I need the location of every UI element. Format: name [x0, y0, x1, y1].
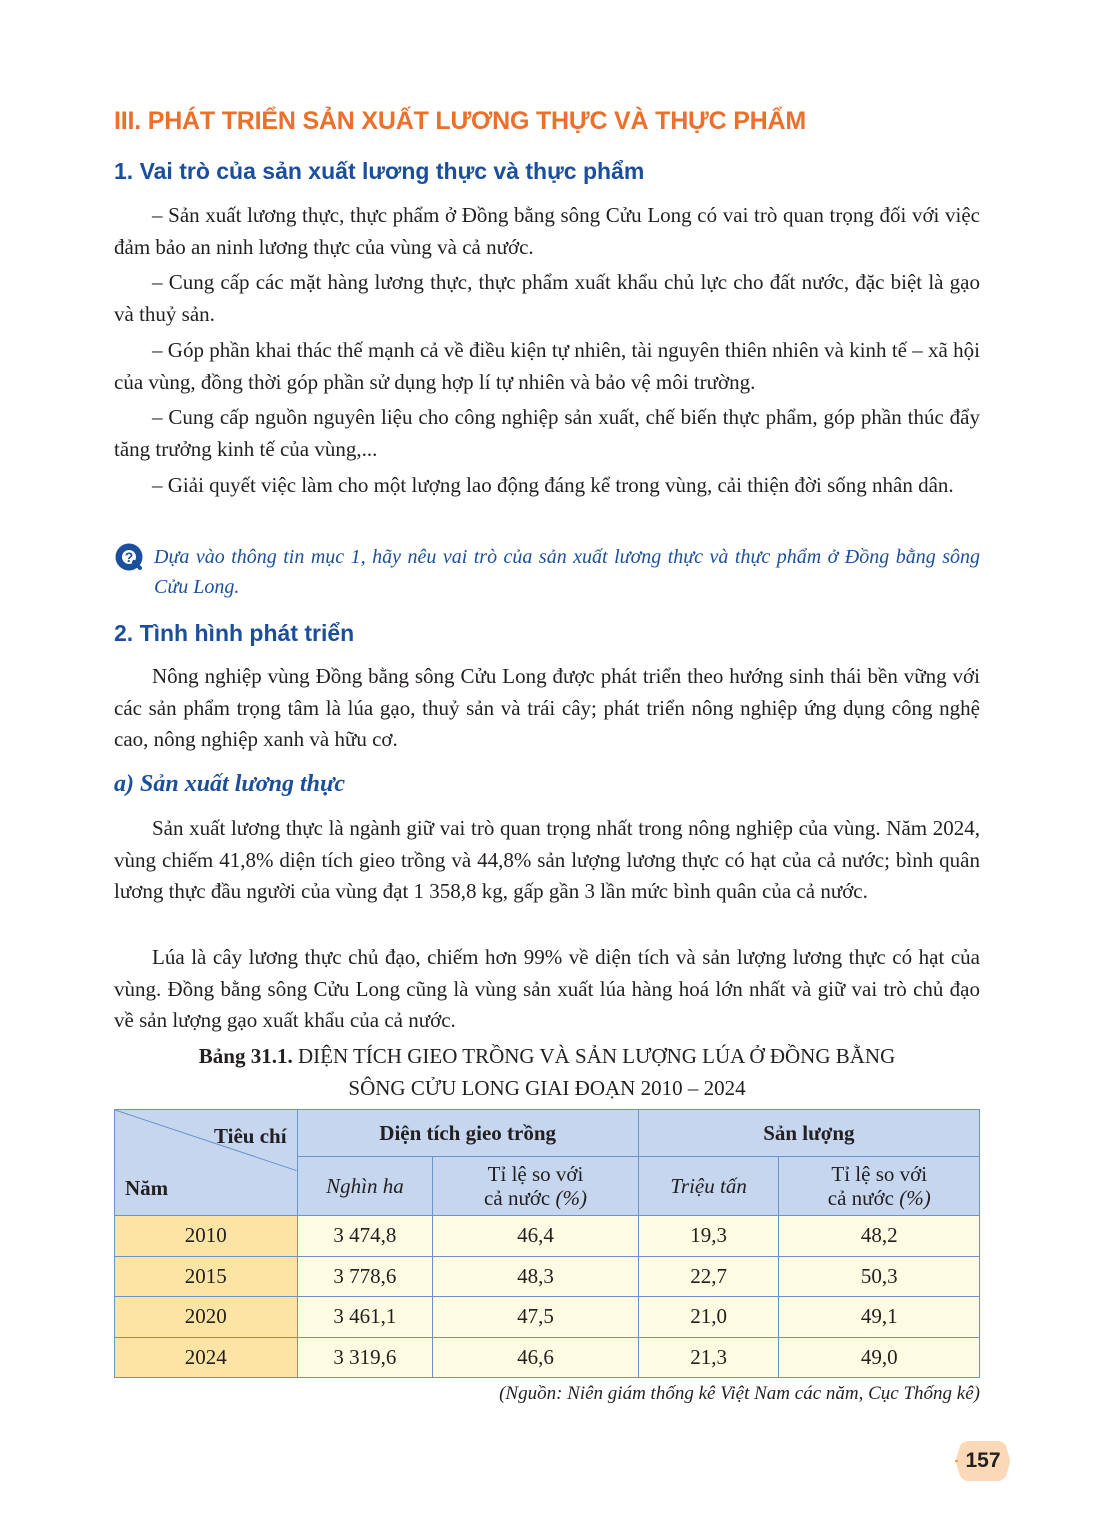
- production-cell: 22,7: [638, 1256, 779, 1297]
- role-paragraph-3: – Góp phần khai thác thế mạnh cả về điều kiện tự nhiên, tài nguyên thiên nhiên và kinh tế – xã hội của vùng, đồng thời góp phần sử dụng hợp lí tự nhiên và bảo vệ môi trường.: [114, 338, 980, 394]
- header-production-ratio-line1: Tỉ lệ so với: [831, 1162, 928, 1186]
- role-paragraph-1: – Sản xuất lương thực, thực phẩm ở Đồng bằng sông Cửu Long có vai trò quan trọng đối với việc đảm bảo an ninh lương thực của vùng và cả nước.: [114, 203, 980, 259]
- question-text: Dựa vào thông tin mục 1, hãy nêu vai trò của sản xuất lương thực và thực phẩm ở Đồng bằng sông Cửu Long.: [154, 546, 980, 598]
- svg-text:?: ?: [124, 549, 134, 565]
- header-area-ratio-line2: cả nước (%): [484, 1186, 587, 1210]
- rice-data-table: [114, 1109, 980, 1378]
- table-caption-title-line2: SÔNG CỬU LONG GIAI ĐOẠN 2010 – 2024: [348, 1076, 746, 1100]
- header-production-unit: Triệu tấn: [638, 1157, 779, 1216]
- header-area-ratio: [433, 1157, 638, 1216]
- table-caption-label: Bảng 31.1.: [198, 1044, 293, 1068]
- year-cell: 2020: [115, 1297, 298, 1338]
- table-row: [115, 1297, 980, 1338]
- table-row: [115, 1256, 980, 1297]
- role-paragraph-2: – Cung cấp các mặt hàng lương thực, thực phẩm xuất khẩu chủ lực cho đất nước, đặc biệt là gạo và thuỷ sản.: [114, 270, 980, 326]
- subsection-2-title: 2. Tình hình phát triển: [114, 620, 355, 646]
- area-cell: 3 319,6: [297, 1337, 433, 1378]
- production-pct-cell: 50,3: [779, 1256, 980, 1297]
- role-paragraph-4: – Cung cấp nguồn nguyên liệu cho công nghiệp sản xuất, chế biến thực phẩm, góp phần thúc đẩy tăng trưởng kinh tế của vùng,...: [114, 405, 980, 461]
- header-production-ratio: [779, 1157, 980, 1216]
- header-area-ratio-line1: Tỉ lệ so với: [487, 1162, 584, 1186]
- year-cell: 2010: [115, 1216, 298, 1257]
- production-pct-cell: 49,1: [779, 1297, 980, 1338]
- page-number-badge: [955, 1438, 1011, 1484]
- production-pct-cell: 48,2: [779, 1216, 980, 1257]
- question-circle-icon: [114, 542, 144, 572]
- production-pct-cell: 49,0: [779, 1337, 980, 1378]
- development-paragraph: Nông nghiệp vùng Đồng bằng sông Cửu Long được phát triển theo hướng sinh thái bền vững với các sản phẩm trọng tâm là lúa gạo, thuỷ sản và trái cây; phát triển nông nghiệp ứng dụng công nghệ cao, nông nghiệp xanh và hữu cơ.: [114, 664, 980, 751]
- year-cell: 2015: [115, 1256, 298, 1297]
- food-production-paragraph-2: Lúa là cây lương thực chủ đạo, chiếm hơn 99% về diện tích và sản lượng lương thực có hạt của vùng. Đồng bằng sông Cửu Long cũng là vùng sản xuất lúa hàng hoá lớn nhất và giữ vai trò chủ đạo về sản lượng gạo xuất khẩu của cả nước.: [114, 945, 980, 1032]
- area-pct-cell: 47,5: [433, 1297, 638, 1338]
- question-box: [114, 542, 980, 602]
- header-area-unit: Nghìn ha: [297, 1157, 433, 1216]
- header-area-group: Diện tích gieo trồng: [297, 1110, 638, 1157]
- corner-criteria-label: Tiêu chí: [214, 1124, 287, 1148]
- area-pct-cell: 48,3: [433, 1256, 638, 1297]
- role-paragraph-5: – Giải quyết việc làm cho một lượng lao động đáng kể trong vùng, cải thiện đời sống nhân dân.: [152, 473, 954, 497]
- production-cell: 21,0: [638, 1297, 779, 1338]
- section-title: III. PHÁT TRIỂN SẢN XUẤT LƯƠNG THỰC VÀ THỰC PHẨM: [114, 107, 806, 135]
- header-production-ratio-line2: cả nước (%): [827, 1186, 931, 1210]
- production-cell: 19,3: [638, 1216, 779, 1257]
- table-source-note: (Nguồn: Niên giám thống kê Việt Nam các năm, Cục Thống kê): [499, 1383, 980, 1404]
- page-number: 157: [965, 1449, 1001, 1472]
- area-cell: 3 778,6: [297, 1256, 433, 1297]
- food-production-paragraph-1: Sản xuất lương thực là ngành giữ vai trò quan trọng nhất trong nông nghiệp của vùng. Năm 2024, vùng chiếm 41,8% diện tích gieo trồng và 44,8% sản lượng lương thực có hạt của cả nước; bình quân lương thực đầu người của vùng đạt 1 358,8 kg, gấp gần 3 lần mức bình quân của cả nước.: [114, 816, 980, 903]
- year-cell: 2024: [115, 1337, 298, 1378]
- table-row: [115, 1216, 980, 1257]
- table-caption: [114, 1040, 980, 1104]
- area-pct-cell: 46,4: [433, 1216, 638, 1257]
- subsection-1-title: 1. Vai trò của sản xuất lương thực và thực phẩm: [114, 158, 645, 184]
- header-production-group: Sản lượng: [638, 1110, 979, 1157]
- area-cell: 3 461,1: [297, 1297, 433, 1338]
- table-corner-cell: [115, 1110, 298, 1216]
- subsection-a-title: a) Sản xuất lương thực: [114, 771, 346, 797]
- table-caption-title-line1: DIỆN TÍCH GIEO TRỒNG VÀ SẢN LƯỢNG LÚA Ở ĐỒNG BẰNG: [297, 1044, 896, 1068]
- production-cell: 21,3: [638, 1337, 779, 1378]
- table-row: [115, 1337, 980, 1378]
- corner-year-label: Năm: [125, 1176, 169, 1200]
- area-cell: 3 474,8: [297, 1216, 433, 1257]
- area-pct-cell: 46,6: [433, 1337, 638, 1378]
